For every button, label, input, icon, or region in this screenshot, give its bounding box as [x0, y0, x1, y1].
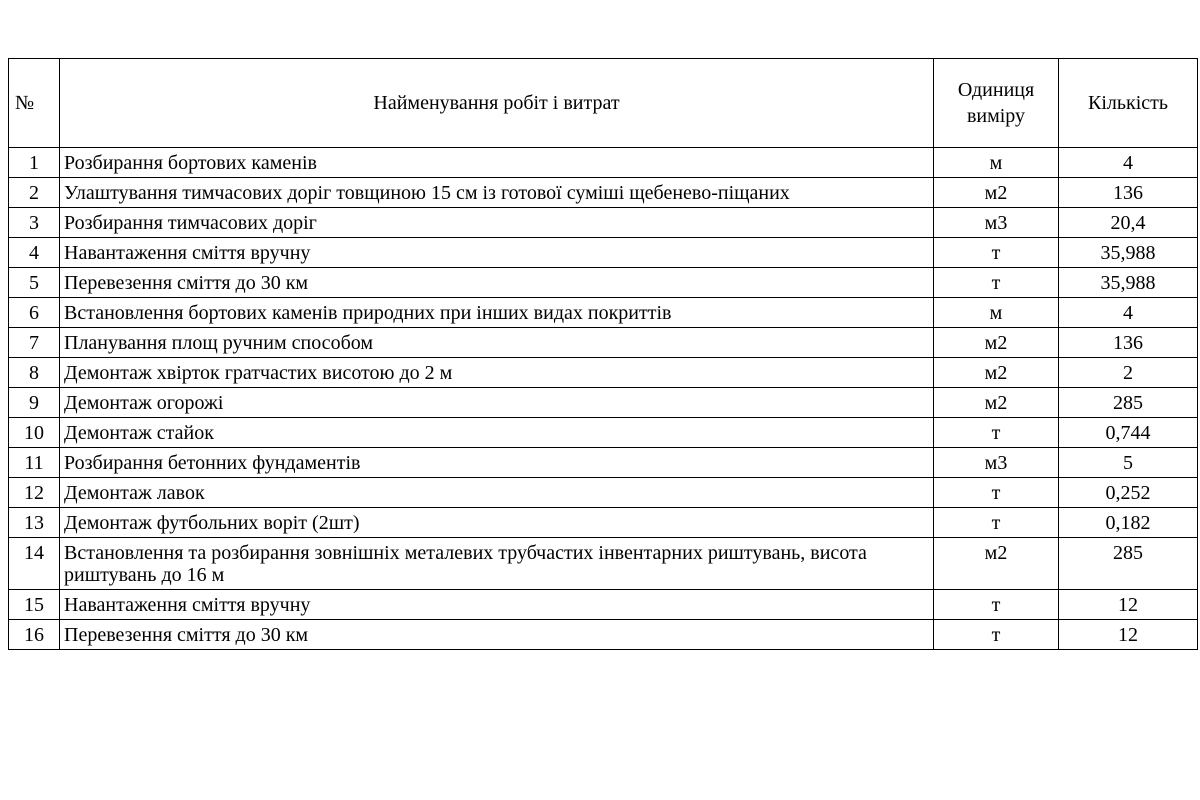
header-unit-line1: Одиниця — [957, 79, 1035, 101]
header-number: № — [9, 59, 60, 148]
row-number: 8 — [9, 358, 60, 388]
row-work-name: Демонтаж лавок — [60, 478, 934, 508]
row-number: 3 — [9, 208, 60, 238]
table-row — [9, 508, 1198, 538]
row-number: 9 — [9, 388, 60, 418]
header-quantity: Кількість — [1059, 59, 1198, 148]
row-number: 10 — [9, 418, 60, 448]
row-number: 13 — [9, 508, 60, 538]
table-row — [9, 238, 1198, 268]
row-work-name: Навантаження сміття вручну — [60, 590, 934, 620]
row-unit: т — [934, 508, 1059, 538]
row-unit: м3 — [934, 448, 1059, 478]
row-unit: м — [934, 298, 1059, 328]
table-header-row — [9, 59, 1198, 148]
row-unit: м2 — [934, 178, 1059, 208]
row-number: 6 — [9, 298, 60, 328]
row-unit: м — [934, 148, 1059, 178]
row-quantity: 0,182 — [1059, 508, 1198, 538]
row-quantity: 35,988 — [1059, 238, 1198, 268]
row-number: 2 — [9, 178, 60, 208]
row-quantity: 35,988 — [1059, 268, 1198, 298]
row-work-name: Планування площ ручним способом — [60, 328, 934, 358]
row-quantity: 0,744 — [1059, 418, 1198, 448]
row-unit: т — [934, 418, 1059, 448]
works-table — [8, 58, 1198, 650]
row-quantity: 4 — [1059, 298, 1198, 328]
row-quantity: 2 — [1059, 358, 1198, 388]
row-unit: т — [934, 620, 1059, 650]
table-row — [9, 478, 1198, 508]
row-work-name: Встановлення та розбирання зовнішніх металевих трубчастих інвентарних риштувань, висота риштувань до 16 м — [60, 538, 934, 590]
row-work-name: Демонтаж стайок — [60, 418, 934, 448]
row-work-name: Розбирання бортових каменів — [60, 148, 934, 178]
row-work-name: Навантаження сміття вручну — [60, 238, 934, 268]
row-quantity: 285 — [1059, 388, 1198, 418]
row-unit: т — [934, 590, 1059, 620]
row-work-name: Перевезення сміття до 30 км — [60, 620, 934, 650]
row-quantity: 12 — [1059, 590, 1198, 620]
row-number: 15 — [9, 590, 60, 620]
row-work-name: Демонтаж хвірток гратчастих висотою до 2 м — [60, 358, 934, 388]
table-row — [9, 538, 1198, 590]
row-work-name: Демонтаж футбольних воріт (2шт) — [60, 508, 934, 538]
row-quantity: 136 — [1059, 178, 1198, 208]
table-row — [9, 148, 1198, 178]
table-row — [9, 418, 1198, 448]
table-row — [9, 590, 1198, 620]
row-work-name: Перевезення сміття до 30 км — [60, 268, 934, 298]
header-unit — [934, 59, 1059, 148]
row-number: 1 — [9, 148, 60, 178]
row-quantity: 4 — [1059, 148, 1198, 178]
row-quantity: 285 — [1059, 538, 1198, 590]
row-number: 14 — [9, 538, 60, 590]
row-unit: м2 — [934, 328, 1059, 358]
table-row — [9, 448, 1198, 478]
table-row — [9, 388, 1198, 418]
row-unit: т — [934, 238, 1059, 268]
row-number: 12 — [9, 478, 60, 508]
table-row — [9, 208, 1198, 238]
row-work-name: Встановлення бортових каменів природних при інших видах покриттів — [60, 298, 934, 328]
header-name: Найменування робіт і витрат — [60, 59, 934, 148]
table-row — [9, 268, 1198, 298]
row-number: 11 — [9, 448, 60, 478]
row-quantity: 0,252 — [1059, 478, 1198, 508]
table-body — [9, 148, 1198, 650]
row-unit: м3 — [934, 208, 1059, 238]
row-quantity: 20,4 — [1059, 208, 1198, 238]
table-row — [9, 620, 1198, 650]
row-work-name: Розбирання бетонних фундаментів — [60, 448, 934, 478]
row-number: 5 — [9, 268, 60, 298]
row-number: 7 — [9, 328, 60, 358]
table-row — [9, 298, 1198, 328]
row-number: 16 — [9, 620, 60, 650]
row-quantity: 12 — [1059, 620, 1198, 650]
row-unit: т — [934, 268, 1059, 298]
row-quantity: 136 — [1059, 328, 1198, 358]
row-quantity: 5 — [1059, 448, 1198, 478]
row-unit: м2 — [934, 538, 1059, 590]
row-unit: м2 — [934, 388, 1059, 418]
table-row — [9, 358, 1198, 388]
row-work-name: Розбирання тимчасових доріг — [60, 208, 934, 238]
row-unit: т — [934, 478, 1059, 508]
row-number: 4 — [9, 238, 60, 268]
row-work-name: Улаштування тимчасових доріг товщиною 15 см із готової суміші щебенево-піщаних — [60, 178, 934, 208]
header-unit-line2: виміру — [966, 105, 1026, 127]
row-work-name: Демонтаж огорожі — [60, 388, 934, 418]
row-unit: м2 — [934, 358, 1059, 388]
table-row — [9, 178, 1198, 208]
table-row — [9, 328, 1198, 358]
